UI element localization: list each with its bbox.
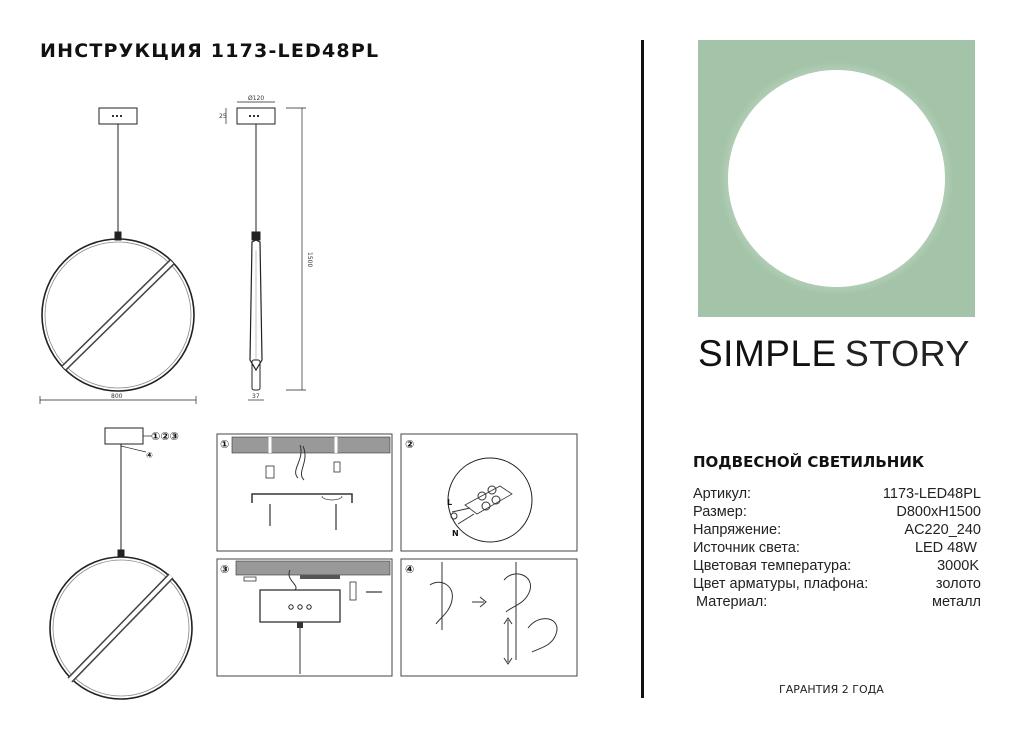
wire-label-neutral: N	[452, 529, 459, 538]
dim-depth: 37	[252, 393, 260, 400]
brand-logo	[698, 333, 970, 375]
glowing-disc	[728, 70, 945, 287]
dim-total-height: 1500	[306, 252, 313, 268]
step-3-panel	[217, 559, 392, 676]
spec-value: D800xH1500	[896, 504, 981, 520]
step-3-number: ③	[220, 563, 230, 576]
dim-ring-width: 800	[111, 393, 123, 400]
spec-row	[693, 593, 981, 611]
step-4-number: ④	[405, 563, 415, 576]
brand-word-2: STORY	[844, 333, 970, 374]
brand-word-1: SIMPLE	[698, 333, 837, 374]
spec-value: металл	[931, 594, 981, 610]
step-2-number: ②	[405, 438, 415, 451]
spec-row	[693, 485, 981, 503]
front-view-drawing	[40, 108, 196, 404]
spec-value: 3000K	[937, 558, 979, 574]
spec-list	[693, 485, 981, 611]
spec-value: AC220_240	[904, 522, 981, 538]
vertical-divider	[641, 40, 644, 698]
callout-cable: ④	[146, 451, 153, 460]
spec-label: Источник света:	[693, 540, 800, 556]
spec-row	[693, 557, 981, 575]
callout-parts-top: ①②③	[151, 430, 179, 443]
spec-row	[693, 503, 981, 521]
canopy-parts	[105, 428, 143, 444]
spec-label: Материал:	[696, 594, 768, 610]
spec-label: Артикул:	[693, 486, 752, 502]
page-title: ИНСТРУКЦИЯ 1173-LED48PL	[40, 40, 380, 62]
spec-value: 1173-LED48PL	[882, 486, 981, 502]
step-1-number: ①	[220, 438, 230, 451]
dim-canopy-diameter: Ø120	[248, 95, 265, 102]
step-2-panel	[401, 434, 577, 551]
dim-canopy-height: 25	[219, 113, 227, 120]
spec-value: золото	[935, 576, 981, 592]
spec-label: Напряжение:	[693, 522, 782, 538]
spec-label: Цвет арматуры, плафона:	[693, 576, 869, 592]
canopy-side	[237, 108, 275, 124]
product-type: ПОДВЕСНОЙ СВЕТИЛЬНИК	[693, 453, 925, 471]
spec-row	[693, 575, 981, 593]
step-1-panel	[217, 434, 392, 551]
product-photo	[698, 40, 975, 317]
warranty-note: ГАРАНТИЯ 2 ГОДА	[779, 683, 884, 696]
spec-label: Цветовая температура:	[693, 558, 852, 574]
spec-label: Размер:	[693, 504, 747, 520]
spec-row	[693, 521, 981, 539]
spec-value: LED 48W	[914, 540, 977, 556]
step-4-panel	[401, 559, 577, 676]
side-view-drawing	[226, 102, 306, 400]
spec-row	[693, 539, 981, 557]
parts-view-drawing	[50, 428, 192, 699]
wire-label-live: L	[447, 498, 453, 507]
